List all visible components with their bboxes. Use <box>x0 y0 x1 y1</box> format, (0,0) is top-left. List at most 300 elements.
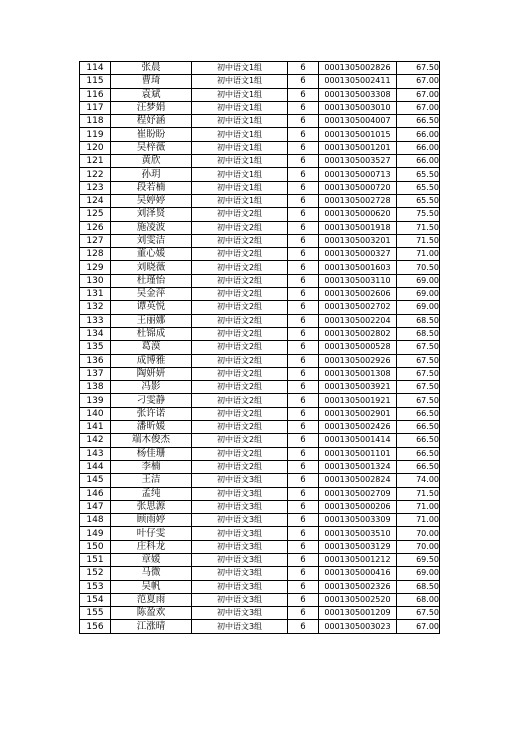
candidate-name-cell: 王洁 <box>111 474 192 487</box>
score-cell: 69.00 <box>397 567 440 580</box>
candidate-name-cell: 崔盼盼 <box>111 128 192 141</box>
row-number-cell: 135 <box>80 341 111 354</box>
group-code-cell: 6 <box>288 354 319 367</box>
table-row <box>80 367 440 380</box>
group-code-cell: 6 <box>288 500 319 513</box>
candidate-name-cell: 袁斌 <box>111 88 192 101</box>
table-row <box>80 567 440 580</box>
exam-group-cell: 初中语文3组 <box>192 620 288 633</box>
ticket-number-cell: 0001305001414 <box>319 434 397 447</box>
table-row <box>80 101 440 114</box>
ticket-number-cell: 0001305001921 <box>319 394 397 407</box>
ticket-number-cell: 0001305002326 <box>319 580 397 593</box>
row-number-cell: 122 <box>80 168 111 181</box>
exam-group-cell: 初中语文2组 <box>192 354 288 367</box>
score-cell: 71.50 <box>397 487 440 500</box>
candidate-name-cell: 曹琦 <box>111 75 192 88</box>
group-code-cell: 6 <box>288 540 319 553</box>
exam-group-cell: 初中语文1组 <box>192 128 288 141</box>
row-number-cell: 146 <box>80 487 111 500</box>
table-row <box>80 168 440 181</box>
score-cell: 67.50 <box>397 354 440 367</box>
score-cell: 67.50 <box>397 394 440 407</box>
row-number-cell: 126 <box>80 221 111 234</box>
group-code-cell: 6 <box>288 261 319 274</box>
group-code-cell: 6 <box>288 620 319 633</box>
score-cell: 67.00 <box>397 75 440 88</box>
table-row <box>80 607 440 620</box>
ticket-number-cell: 0001305002702 <box>319 301 397 314</box>
ticket-number-cell: 0001305001101 <box>319 447 397 460</box>
row-number-cell: 115 <box>80 75 111 88</box>
candidate-name-cell: 端木俊杰 <box>111 434 192 447</box>
row-number-cell: 144 <box>80 460 111 473</box>
exam-group-cell: 初中语文2组 <box>192 447 288 460</box>
exam-group-cell: 初中语文1组 <box>192 62 288 75</box>
row-number-cell: 152 <box>80 567 111 580</box>
candidate-name-cell: 庄科龙 <box>111 540 192 553</box>
ticket-number-cell: 0001305000327 <box>319 248 397 261</box>
score-cell: 69.00 <box>397 301 440 314</box>
exam-group-cell: 初中语文2组 <box>192 460 288 473</box>
ticket-number-cell: 0001305002520 <box>319 593 397 606</box>
ticket-number-cell: 0001305002204 <box>319 314 397 327</box>
score-cell: 67.00 <box>397 101 440 114</box>
table-row <box>80 327 440 340</box>
score-cell: 67.50 <box>397 62 440 75</box>
group-code-cell: 6 <box>288 221 319 234</box>
group-code-cell: 6 <box>288 460 319 473</box>
row-number-cell: 154 <box>80 593 111 606</box>
group-code-cell: 6 <box>288 381 319 394</box>
exam-group-cell: 初中语文2组 <box>192 381 288 394</box>
candidate-name-cell: 孟纯 <box>111 487 192 500</box>
ticket-number-cell: 0001305002901 <box>319 407 397 420</box>
exam-group-cell: 初中语文3组 <box>192 567 288 580</box>
score-cell: 69.00 <box>397 274 440 287</box>
row-number-cell: 127 <box>80 234 111 247</box>
score-cell: 66.50 <box>397 421 440 434</box>
candidate-name-cell: 王丽娜 <box>111 314 192 327</box>
score-cell: 65.50 <box>397 168 440 181</box>
group-code-cell: 6 <box>288 141 319 154</box>
exam-group-cell: 初中语文3组 <box>192 474 288 487</box>
exam-group-cell: 初中语文3组 <box>192 607 288 620</box>
table-row <box>80 394 440 407</box>
row-number-cell: 138 <box>80 381 111 394</box>
exam-group-cell: 初中语文1组 <box>192 115 288 128</box>
row-number-cell: 134 <box>80 327 111 340</box>
candidate-name-cell: 冯影 <box>111 381 192 394</box>
score-cell: 66.00 <box>397 141 440 154</box>
candidate-name-cell: 葛漠 <box>111 341 192 354</box>
candidate-name-cell: 潘昕媛 <box>111 421 192 434</box>
group-code-cell: 6 <box>288 62 319 75</box>
group-code-cell: 6 <box>288 128 319 141</box>
candidate-name-cell: 张思源 <box>111 500 192 513</box>
exam-group-cell: 初中语文2组 <box>192 367 288 380</box>
ticket-number-cell: 0001305004007 <box>319 115 397 128</box>
ticket-number-cell: 0001305002606 <box>319 288 397 301</box>
row-number-cell: 117 <box>80 101 111 114</box>
exam-group-cell: 初中语文2组 <box>192 274 288 287</box>
row-number-cell: 130 <box>80 274 111 287</box>
row-number-cell: 129 <box>80 261 111 274</box>
row-number-cell: 116 <box>80 88 111 101</box>
group-code-cell: 6 <box>288 234 319 247</box>
exam-group-cell: 初中语文2组 <box>192 261 288 274</box>
ticket-number-cell: 0001305002926 <box>319 354 397 367</box>
group-code-cell: 6 <box>288 101 319 114</box>
exam-group-cell: 初中语文3组 <box>192 487 288 500</box>
table-row <box>80 155 440 168</box>
exam-group-cell: 初中语文2组 <box>192 327 288 340</box>
exam-group-cell: 初中语文2组 <box>192 301 288 314</box>
group-code-cell: 6 <box>288 487 319 500</box>
row-number-cell: 153 <box>80 580 111 593</box>
row-number-cell: 142 <box>80 434 111 447</box>
row-number-cell: 143 <box>80 447 111 460</box>
group-code-cell: 6 <box>288 527 319 540</box>
exam-group-cell: 初中语文3组 <box>192 500 288 513</box>
ticket-number-cell: 0001305003110 <box>319 274 397 287</box>
row-number-cell: 114 <box>80 62 111 75</box>
group-code-cell: 6 <box>288 301 319 314</box>
score-cell: 70.00 <box>397 527 440 540</box>
results-table-body <box>80 62 440 634</box>
score-cell: 66.50 <box>397 447 440 460</box>
exam-group-cell: 初中语文2组 <box>192 288 288 301</box>
table-row <box>80 593 440 606</box>
row-number-cell: 121 <box>80 155 111 168</box>
exam-group-cell: 初中语文1组 <box>192 168 288 181</box>
ticket-number-cell: 0001305001212 <box>319 553 397 566</box>
exam-group-cell: 初中语文1组 <box>192 101 288 114</box>
candidate-name-cell: 董心媛 <box>111 248 192 261</box>
ticket-number-cell: 0001305001603 <box>319 261 397 274</box>
row-number-cell: 118 <box>80 115 111 128</box>
table-row <box>80 88 440 101</box>
score-cell: 67.50 <box>397 341 440 354</box>
table-row <box>80 301 440 314</box>
table-row <box>80 314 440 327</box>
ticket-number-cell: 0001305003510 <box>319 527 397 540</box>
candidate-name-cell: 张许诺 <box>111 407 192 420</box>
score-cell: 71.50 <box>397 221 440 234</box>
row-number-cell: 148 <box>80 514 111 527</box>
candidate-name-cell: 施凌波 <box>111 221 192 234</box>
exam-group-cell: 初中语文2组 <box>192 421 288 434</box>
candidate-name-cell: 吴帆 <box>111 580 192 593</box>
exam-group-cell: 初中语文3组 <box>192 580 288 593</box>
exam-group-cell: 初中语文1组 <box>192 194 288 207</box>
candidate-name-cell: 谭英悦 <box>111 301 192 314</box>
table-row <box>80 553 440 566</box>
row-number-cell: 149 <box>80 527 111 540</box>
exam-group-cell: 初中语文2组 <box>192 208 288 221</box>
table-row <box>80 580 440 593</box>
exam-group-cell: 初中语文3组 <box>192 527 288 540</box>
score-cell: 71.00 <box>397 500 440 513</box>
score-cell: 67.50 <box>397 381 440 394</box>
candidate-name-cell: 程妤涵 <box>111 115 192 128</box>
row-number-cell: 155 <box>80 607 111 620</box>
table-row <box>80 540 440 553</box>
candidate-name-cell: 刘晓薇 <box>111 261 192 274</box>
group-code-cell: 6 <box>288 514 319 527</box>
ticket-number-cell: 0001305001918 <box>319 221 397 234</box>
group-code-cell: 6 <box>288 567 319 580</box>
exam-group-cell: 初中语文2组 <box>192 248 288 261</box>
row-number-cell: 150 <box>80 540 111 553</box>
table-row <box>80 620 440 633</box>
ticket-number-cell: 0001305001015 <box>319 128 397 141</box>
ticket-number-cell: 0001305002802 <box>319 327 397 340</box>
exam-group-cell: 初中语文3组 <box>192 514 288 527</box>
row-number-cell: 136 <box>80 354 111 367</box>
ticket-number-cell: 0001305003129 <box>319 540 397 553</box>
candidate-name-cell: 吴婷婷 <box>111 194 192 207</box>
candidate-name-cell: 李楠 <box>111 460 192 473</box>
table-row <box>80 261 440 274</box>
score-cell: 74.00 <box>397 474 440 487</box>
group-code-cell: 6 <box>288 593 319 606</box>
group-code-cell: 6 <box>288 168 319 181</box>
table-row <box>80 234 440 247</box>
row-number-cell: 131 <box>80 288 111 301</box>
group-code-cell: 6 <box>288 474 319 487</box>
table-row <box>80 115 440 128</box>
table-row <box>80 407 440 420</box>
exam-group-cell: 初中语文2组 <box>192 221 288 234</box>
group-code-cell: 6 <box>288 314 319 327</box>
candidate-name-cell: 马微 <box>111 567 192 580</box>
score-cell: 71.00 <box>397 248 440 261</box>
ticket-number-cell: 0001305000620 <box>319 208 397 221</box>
row-number-cell: 128 <box>80 248 111 261</box>
score-cell: 66.50 <box>397 115 440 128</box>
group-code-cell: 6 <box>288 407 319 420</box>
score-cell: 70.50 <box>397 261 440 274</box>
group-code-cell: 6 <box>288 288 319 301</box>
row-number-cell: 137 <box>80 367 111 380</box>
group-code-cell: 6 <box>288 208 319 221</box>
table-row <box>80 75 440 88</box>
candidate-name-cell: 刁雯静 <box>111 394 192 407</box>
candidate-name-cell: 范夏雨 <box>111 593 192 606</box>
score-cell: 66.50 <box>397 460 440 473</box>
table-row <box>80 354 440 367</box>
candidate-name-cell: 章媛 <box>111 553 192 566</box>
exam-group-cell: 初中语文2组 <box>192 394 288 407</box>
ticket-number-cell: 0001305002826 <box>319 62 397 75</box>
candidate-name-cell: 张晨 <box>111 62 192 75</box>
table-row <box>80 62 440 75</box>
row-number-cell: 119 <box>80 128 111 141</box>
ticket-number-cell: 0001305001201 <box>319 141 397 154</box>
table-row <box>80 514 440 527</box>
score-cell: 66.00 <box>397 155 440 168</box>
group-code-cell: 6 <box>288 194 319 207</box>
group-code-cell: 6 <box>288 607 319 620</box>
exam-group-cell: 初中语文2组 <box>192 434 288 447</box>
ticket-number-cell: 0001305001209 <box>319 607 397 620</box>
exam-group-cell: 初中语文3组 <box>192 553 288 566</box>
group-code-cell: 6 <box>288 327 319 340</box>
score-cell: 67.00 <box>397 620 440 633</box>
ticket-number-cell: 0001305002426 <box>319 421 397 434</box>
results-table <box>79 61 440 634</box>
group-code-cell: 6 <box>288 421 319 434</box>
group-code-cell: 6 <box>288 367 319 380</box>
row-number-cell: 125 <box>80 208 111 221</box>
exam-group-cell: 初中语文1组 <box>192 155 288 168</box>
table-row <box>80 487 440 500</box>
table-row <box>80 194 440 207</box>
candidate-name-cell: 陈盈欢 <box>111 607 192 620</box>
group-code-cell: 6 <box>288 155 319 168</box>
score-cell: 68.00 <box>397 593 440 606</box>
exam-group-cell: 初中语文2组 <box>192 314 288 327</box>
exam-group-cell: 初中语文1组 <box>192 141 288 154</box>
group-code-cell: 6 <box>288 274 319 287</box>
row-number-cell: 124 <box>80 194 111 207</box>
ticket-number-cell: 0001305003527 <box>319 155 397 168</box>
exam-group-cell: 初中语文2组 <box>192 341 288 354</box>
candidate-name-cell: 江涨晴 <box>111 620 192 633</box>
exam-group-cell: 初中语文2组 <box>192 234 288 247</box>
ticket-number-cell: 0001305003308 <box>319 88 397 101</box>
table-row <box>80 527 440 540</box>
ticket-number-cell: 0001305000713 <box>319 168 397 181</box>
candidate-name-cell: 黄欣 <box>111 155 192 168</box>
group-code-cell: 6 <box>288 580 319 593</box>
exam-group-cell: 初中语文1组 <box>192 75 288 88</box>
score-cell: 71.50 <box>397 234 440 247</box>
ticket-number-cell: 0001305003201 <box>319 234 397 247</box>
ticket-number-cell: 0001305000416 <box>319 567 397 580</box>
row-number-cell: 132 <box>80 301 111 314</box>
table-row <box>80 474 440 487</box>
table-row <box>80 221 440 234</box>
table-row <box>80 128 440 141</box>
ticket-number-cell: 0001305003023 <box>319 620 397 633</box>
ticket-number-cell: 0001305003010 <box>319 101 397 114</box>
exam-group-cell: 初中语文3组 <box>192 593 288 606</box>
candidate-name-cell: 陶妍妍 <box>111 367 192 380</box>
candidate-name-cell: 杨佳珊 <box>111 447 192 460</box>
score-cell: 65.50 <box>397 181 440 194</box>
table-row <box>80 288 440 301</box>
ticket-number-cell: 0001305002709 <box>319 487 397 500</box>
score-cell: 67.00 <box>397 88 440 101</box>
group-code-cell: 6 <box>288 181 319 194</box>
row-number-cell: 139 <box>80 394 111 407</box>
score-cell: 70.00 <box>397 540 440 553</box>
ticket-number-cell: 0001305002728 <box>319 194 397 207</box>
table-row <box>80 447 440 460</box>
score-cell: 66.50 <box>397 407 440 420</box>
group-code-cell: 6 <box>288 434 319 447</box>
table-row <box>80 460 440 473</box>
score-cell: 67.50 <box>397 367 440 380</box>
exam-group-cell: 初中语文2组 <box>192 407 288 420</box>
candidate-name-cell: 杜锦成 <box>111 327 192 340</box>
table-row <box>80 381 440 394</box>
group-code-cell: 6 <box>288 115 319 128</box>
table-row <box>80 141 440 154</box>
candidate-name-cell: 汪梦娟 <box>111 101 192 114</box>
group-code-cell: 6 <box>288 447 319 460</box>
row-number-cell: 133 <box>80 314 111 327</box>
candidate-name-cell: 刘泽贤 <box>111 208 192 221</box>
group-code-cell: 6 <box>288 248 319 261</box>
score-cell: 71.00 <box>397 514 440 527</box>
exam-group-cell: 初中语文1组 <box>192 181 288 194</box>
group-code-cell: 6 <box>288 88 319 101</box>
score-cell: 68.50 <box>397 314 440 327</box>
candidate-name-cell: 段若楠 <box>111 181 192 194</box>
score-cell: 67.50 <box>397 607 440 620</box>
candidate-name-cell: 吴梓薇 <box>111 141 192 154</box>
candidate-name-cell: 顾雨婷 <box>111 514 192 527</box>
exam-group-cell: 初中语文3组 <box>192 540 288 553</box>
table-row <box>80 434 440 447</box>
row-number-cell: 141 <box>80 421 111 434</box>
score-cell: 65.50 <box>397 194 440 207</box>
table-row <box>80 341 440 354</box>
row-number-cell: 151 <box>80 553 111 566</box>
ticket-number-cell: 0001305003309 <box>319 514 397 527</box>
score-cell: 66.00 <box>397 128 440 141</box>
score-cell: 69.00 <box>397 288 440 301</box>
candidate-name-cell: 叶仔雯 <box>111 527 192 540</box>
score-cell: 68.50 <box>397 327 440 340</box>
ticket-number-cell: 0001305001308 <box>319 367 397 380</box>
score-cell: 75.50 <box>397 208 440 221</box>
row-number-cell: 123 <box>80 181 111 194</box>
candidate-name-cell: 刘雯洁 <box>111 234 192 247</box>
row-number-cell: 140 <box>80 407 111 420</box>
score-cell: 68.50 <box>397 580 440 593</box>
row-number-cell: 145 <box>80 474 111 487</box>
table-row <box>80 208 440 221</box>
ticket-number-cell: 0001305001324 <box>319 460 397 473</box>
table-row <box>80 500 440 513</box>
group-code-cell: 6 <box>288 553 319 566</box>
candidate-name-cell: 杜瑾怡 <box>111 274 192 287</box>
ticket-number-cell: 0001305000720 <box>319 181 397 194</box>
table-row <box>80 274 440 287</box>
table-row <box>80 181 440 194</box>
score-cell: 66.50 <box>397 434 440 447</box>
candidate-name-cell: 吴金萍 <box>111 288 192 301</box>
ticket-number-cell: 0001305003921 <box>319 381 397 394</box>
candidate-name-cell: 孙玥 <box>111 168 192 181</box>
ticket-number-cell: 0001305000206 <box>319 500 397 513</box>
table-row <box>80 248 440 261</box>
ticket-number-cell: 0001305002411 <box>319 75 397 88</box>
group-code-cell: 6 <box>288 394 319 407</box>
group-code-cell: 6 <box>288 75 319 88</box>
row-number-cell: 156 <box>80 620 111 633</box>
score-cell: 69.50 <box>397 553 440 566</box>
ticket-number-cell: 0001305002824 <box>319 474 397 487</box>
exam-group-cell: 初中语文1组 <box>192 88 288 101</box>
candidate-name-cell: 成博雅 <box>111 354 192 367</box>
row-number-cell: 147 <box>80 500 111 513</box>
ticket-number-cell: 0001305000528 <box>319 341 397 354</box>
